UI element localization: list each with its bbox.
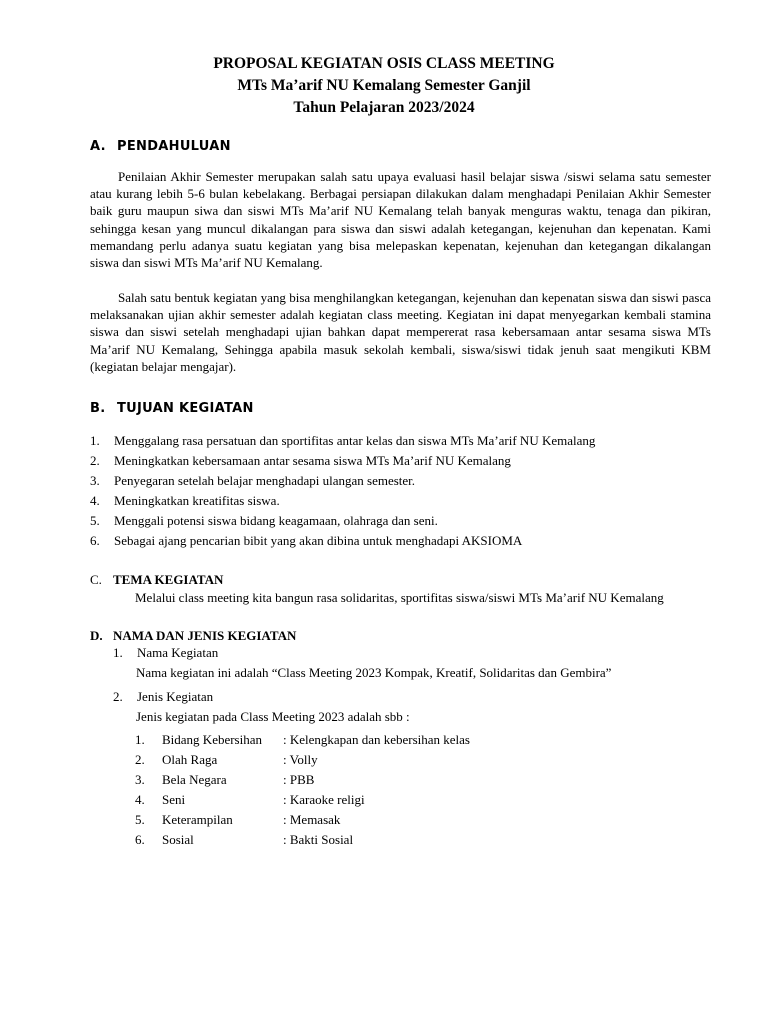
sub1-title: Nama Kegiatan: [137, 645, 219, 660]
sub2-title: Jenis Kegiatan: [137, 689, 214, 704]
jenis-number: 6.: [135, 832, 145, 847]
sub1-number: 1.: [113, 645, 123, 660]
jenis-number: 2.: [135, 752, 145, 767]
sub1-heading: [113, 645, 218, 661]
section-a-title: PENDAHULUAN: [117, 139, 231, 154]
list-item: [90, 513, 438, 529]
jenis-value: : Volly: [283, 752, 318, 767]
jenis-value: : Kelengkapan dan kebersihan kelas: [283, 732, 470, 747]
section-d-letter: D.: [90, 628, 103, 643]
section-a-paragraph-2: [90, 289, 711, 375]
section-b-letter: B.: [90, 401, 106, 416]
sub1-body: Nama kegiatan ini adalah “Class Meeting 2023 Kompak, Kreatif, Solidaritas dan Gembira”: [136, 665, 612, 680]
list-item-text: Meningkatkan kebersamaan antar sesama siswa MTs Ma’arif NU Kemalang: [114, 453, 511, 468]
section-c-heading: [90, 572, 223, 588]
jenis-key: Keterampilan: [162, 812, 233, 827]
list-item-number: 3.: [90, 473, 100, 488]
section-d-title: NAMA DAN JENIS KEGIATAN: [113, 628, 297, 643]
section-a-p2-text: Salah satu bentuk kegiatan yang bisa menghilangkan ketegangan, kejenuhan dan kepenatan siswa dan siswi pasca melaksanakan ujian akhir semester adalah kegiatan class meeting. Kegiatan ini dapat menyegarkan kembali stamina siswa dan siswi setelah menghadapi ujian bahkan dapat mempererat rasa kebersamaan antar sesama siswa MTs Ma’arif NU Kemalang, Sehingga apabila masuk sekolah kembali, siswa/siswi tidak jenuh saat mengikuti KBM (kegiatan belajar mengajar).: [90, 290, 711, 374]
jenis-key: Sosial: [162, 832, 194, 847]
section-c-letter: C.: [90, 572, 102, 587]
jenis-value: : Bakti Sosial: [283, 832, 354, 847]
section-c-body: [113, 589, 711, 606]
list-item-number: 1.: [90, 433, 100, 448]
section-d-heading: [90, 628, 296, 644]
section-a-letter: A.: [90, 139, 106, 154]
jenis-number: 5.: [135, 812, 145, 827]
list-item-number: 5.: [90, 513, 100, 528]
sub2-number: 2.: [113, 689, 123, 704]
section-a-heading: [90, 139, 231, 154]
jenis-key: Seni: [162, 792, 186, 807]
list-item-text: Sebagai ajang pencarian bibit yang akan dibina untuk menghadapi AKSIOMA: [114, 533, 523, 548]
jenis-number: 1.: [135, 732, 145, 747]
sub2-body: Jenis kegiatan pada Class Meeting 2023 adalah sbb :: [136, 709, 410, 724]
section-b-title: TUJUAN KEGIATAN: [117, 401, 254, 416]
jenis-key: Bidang Kebersihan: [162, 732, 263, 747]
list-item: [90, 453, 511, 469]
list-item: [90, 433, 595, 449]
jenis-key: Bela Negara: [162, 772, 227, 787]
jenis-number: 4.: [135, 792, 145, 807]
doc-title-line3: Tahun Pelajaran 2023/2024: [293, 99, 475, 116]
list-item-number: 2.: [90, 453, 100, 468]
section-b-heading: [90, 401, 254, 416]
list-item: [90, 533, 522, 549]
jenis-number: 3.: [135, 772, 145, 787]
doc-title-line1: PROPOSAL KEGIATAN OSIS CLASS MEETING: [213, 55, 555, 72]
sub2-heading: [113, 689, 213, 705]
list-item-text: Menggalang rasa persatuan dan sportifitas antar kelas dan siswa MTs Ma’arif NU Kemalang: [114, 433, 596, 448]
jenis-value: : PBB: [283, 772, 315, 787]
list-item-text: Penyegaran setelah belajar menghadapi ulangan semester.: [114, 473, 416, 488]
list-item-text: Menggali potensi siswa bidang keagamaan, olahraga dan seni.: [114, 513, 438, 528]
section-c-body-text: Melalui class meeting kita bangun rasa solidaritas, sportifitas siswa/siswi MTs Ma’arif NU Kemalang: [135, 590, 664, 605]
jenis-key: Olah Raga: [162, 752, 218, 767]
jenis-value: : Karaoke religi: [283, 792, 365, 807]
list-item-number: 6.: [90, 533, 100, 548]
list-item-text: Meningkatkan kreatifitas siswa.: [114, 493, 280, 508]
doc-title-line2: MTs Ma’arif NU Kemalang Semester Ganjil: [237, 77, 531, 94]
list-item: [90, 473, 415, 489]
section-a-p1-text: Penilaian Akhir Semester merupakan salah satu upaya evaluasi hasil belajar siswa /siswi selama satu semester atau kurang lebih 5-6 bulan kebelakang. Berbagai persiapan dilakukan dalam menghadapi Penilaian Akhir Semester baik guru maupun siwa dan siswi MTs Ma’arif NU Kemalang telah banyak menguras waktu, tenaga dan pikiran, sehingga kesan yang muncul dikalangan para siswa dan siswi adalah ketegangan, kejenuhan dan kepenatan. Kami memandang perlu adanya suatu kegiatan yang bisa melepaskan kepenatan, kejenuhan dan ketegangan dikalangan siswa dan siswi MTs Ma’arif NU Kemalang.: [90, 169, 711, 271]
section-c-title: TEMA KEGIATAN: [113, 572, 224, 587]
section-a-paragraph-1: [90, 168, 711, 271]
jenis-value: : Memasak: [283, 812, 341, 827]
list-item: [90, 493, 280, 509]
list-item-number: 4.: [90, 493, 100, 508]
